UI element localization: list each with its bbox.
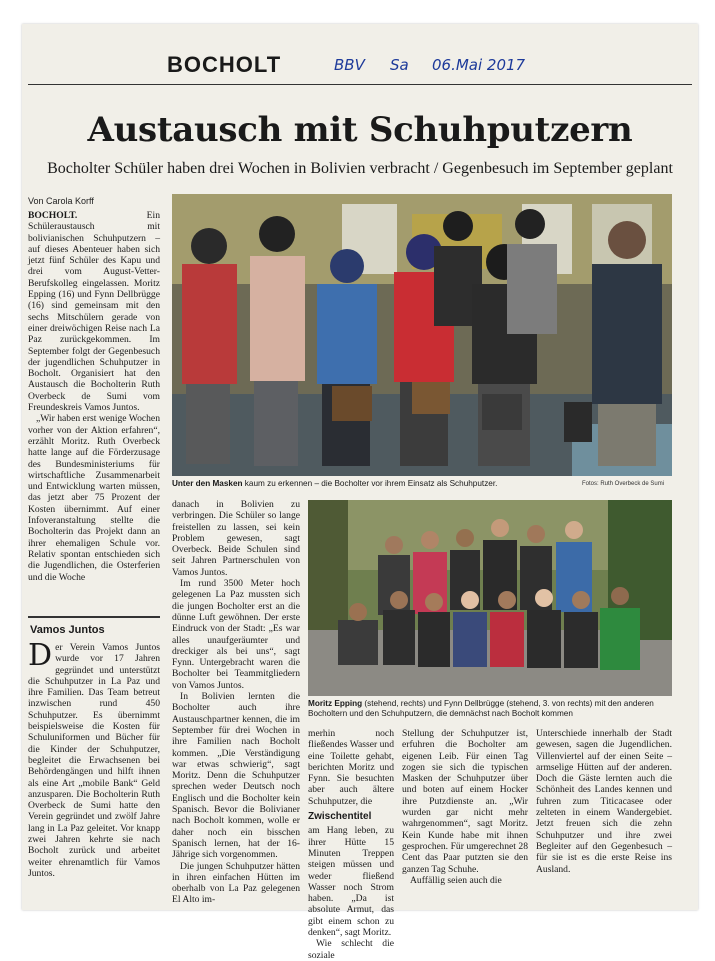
article-column-1 xyxy=(28,210,160,614)
paragraph: Die jungen Schuhputzer hätten in ihren einfachen Hütten im oberhalb von La Paz gelegenen El Alto im- xyxy=(172,860,300,906)
article-column-2 xyxy=(172,499,300,906)
paragraph: Auffällig seien auch die xyxy=(410,874,502,886)
caption-text: kaum zu erkennen – die Bocholter vor ihrem Einsatz als Schuhputzer. xyxy=(242,479,498,488)
paragraph-text: Ein Schüleraustausch mit bolivianischen Schuhputzern – auf dieses Abenteuer haben sich jetzt fünf Schüler des Kapu und drei vom August-Vetter-Berufskolleg eingelassen. Moritz Epping (16) und Fynn Dellbrügge (16) sind gemeinsam mit den sechs Mitschülern gerade von einer dreiwöchigen Reise nach La Paz zurückgekommen. Im September folgt der Gegenbesuch der jugendlichen Schuhputzer in Bocholt. Organisiert hat den Austausch die Bocholterin Ruth Overbeck de Sumi vom Freundeskreis Vamos Juntos. xyxy=(28,210,160,414)
photo-credit: Fotos: Ruth Overbeck de Sumi xyxy=(582,481,665,487)
caption-lead: Moritz Epping xyxy=(308,699,363,708)
photo-group xyxy=(308,500,672,696)
header-rule xyxy=(28,84,692,85)
info-box-body: er Verein Vamos Juntos wurde vor 17 Jahren gegründet und unterstützt die Schuhputzer in La Paz und ihre Familien. Das Team betreut inzwischen rund 450 Schuhputzer. Es übernimmt beispielsweise die Kosten für Schuluniformen und Bücher für die Kinder der Schuhputzer, begleitet die Erwachsenen bei Behördengängen und hilft ihnen als eine Art „mobile Bank“ Geld anzusparen. Die Bocholterin Ruth Overbeck de Sumi hatte den Verein gegründet und zwölf Jahre lang in La Paz geleitet. Vor knapp zwei Jahren kehrte sie nach Bocholt zurück und arbeitet weiter ehrenamtlich für Vamos Juntos. xyxy=(28,642,160,879)
paragraph: merhin noch fließendes Wasser und eine Toilette gehabt, berichten Moritz und Fynn. Sie besuchten aber auch ältere Schuhputzer, die xyxy=(308,728,394,807)
info-box-text xyxy=(28,638,160,888)
article-column-3 xyxy=(308,728,394,961)
dateline: BOCHOLT. xyxy=(28,210,78,221)
photo-image xyxy=(308,500,672,696)
caption-lead: Unter den Masken xyxy=(172,479,243,488)
paragraph: danach in Bolivien zu verbringen. Die Schüler so lange freistellen zu lassen, sei kein Problem gewesen, sagt Overbeck. Beide Schulen sind seit Jahren Partnerschulen von Vamos Juntos. xyxy=(172,499,300,578)
interim-heading: Zwischentitel xyxy=(308,811,372,823)
article-column-5 xyxy=(536,728,672,904)
paragraph: Unterschiede innerhalb der Stadt gewesen, sagen die Jugendlichen. Villenviertel auf der einen Seite – armselige Hütten auf der anderen. Doch die Gäste lernten auch die Schönheit des Landes kennen und fuhren zum Titicacasee oder zelteten in einem Wandergebiet. Jetzt freuen sich die zehn Schuhputzer und ihre zwei Begleiter auf den Gegenbesuch – für sie ist es die erste Reise ins Ausland. xyxy=(536,728,672,875)
photo-image xyxy=(172,194,672,476)
section-title: BOCHOLT xyxy=(167,52,282,77)
handwritten-date: 06.Mai 2017 xyxy=(432,56,526,74)
subheadline: Bocholter Schüler haben drei Wochen in Bolivien verbracht / Gegenbesuch im September geplant xyxy=(47,160,673,177)
paragraph: am Hang leben, zu ihrer Hütte 15 Minuten Treppen steigen müssen und weder fließend Wasser noch Strom haben. „Da ist absolute Armut, das gibt einem schon zu denken“, sagt Moritz. xyxy=(308,825,394,939)
handwritten-paper: BBV xyxy=(334,56,365,74)
photo-caption-bottom xyxy=(308,699,672,719)
info-box-vamos-juntos xyxy=(28,616,160,902)
article-column-4 xyxy=(402,728,528,904)
paragraph: Stellung der Schuhputzer ist, erfuhren die Bocholter am eigenen Leib. Für einen Tag zogen sie sich die typischen Masken der Schuhputzer über und boten auf einem Hocker ihre Putzdienste an. „Wir wurden gar nicht mehr wahrgenommen“, sagt Moritz. Kein Kunde habe mit ihnen gesprochen. Für umgerechnet 28 Cent das Paar putzten sie den ganzen Tag Schuhe. xyxy=(402,728,528,875)
info-box-title: Vamos Juntos xyxy=(30,624,105,636)
handwritten-day: Sa xyxy=(390,56,409,74)
paragraph xyxy=(28,210,160,413)
paragraph: In Bolivien lernten die Bocholter auch ihre Austauschpartner kennen, die im September für drei Wochen in ihre Familien nach Bocholt kommen. „Die Verständigung war etwas schwierig“, sagt Moritz. Denn die Schuhputzer sprechen weder Deutsch noch Englisch und die Bocholter kein Spanisch. Bevor die Bolivianer nach Bocholt kommen, wolle er daher noch ein bisschen Spanisch lernen, hat der 16-Jährige sich vorgenommen. xyxy=(172,691,300,861)
photo-caption-top xyxy=(172,479,532,489)
photo-masked-shoeshiners xyxy=(172,194,672,476)
caption-text: (stehend, rechts) und Fynn Dellbrügge (stehend, 3. von rechts) mit den anderen Bocholtern und den Schuhputzern, die demnächst nach Bocholt kommen xyxy=(308,699,654,718)
paragraph xyxy=(28,413,160,582)
newspaper-clipping xyxy=(22,24,698,961)
paragraph: Wie schlecht die soziale xyxy=(308,938,394,961)
headline: Austausch mit Schuhputzern xyxy=(87,110,633,150)
author-byline: Von Carola Korff xyxy=(28,196,94,206)
drop-cap: D xyxy=(28,638,53,673)
paragraph: Im rund 3500 Meter hoch gelegenen La Paz mussten sich die jungen Bocholter erst an die dünne Luft gewöhnen. Der erste Eindruck von der Stadt: „Es war alles unaufgeräumter und dreckiger als bei uns“, sagt Fynn. Untergebracht waren die Bocholter bei Teammitgliedern von Vamos Juntos. xyxy=(172,578,300,691)
paragraph-text: „Wir haben erst wenige Wochen vorher von der Aktion erfahren“, erzählt Moritz. Ruth Overbeck hatte lange auf die Förderzusage des Bundesministeriums für wirtschaftliche Zusammenarbeit und Entwicklung warten müssen, das jetzt aber 75 Prozent der Kosten übernimmt. Auf einer Infoveranstaltung stellte die Bocholterin das Projekt dann an ihrer ehemaligen Schule vor. Relativ spontan entschieden sich die Jugendlichen, die Osterferien und die Woche xyxy=(28,413,160,583)
